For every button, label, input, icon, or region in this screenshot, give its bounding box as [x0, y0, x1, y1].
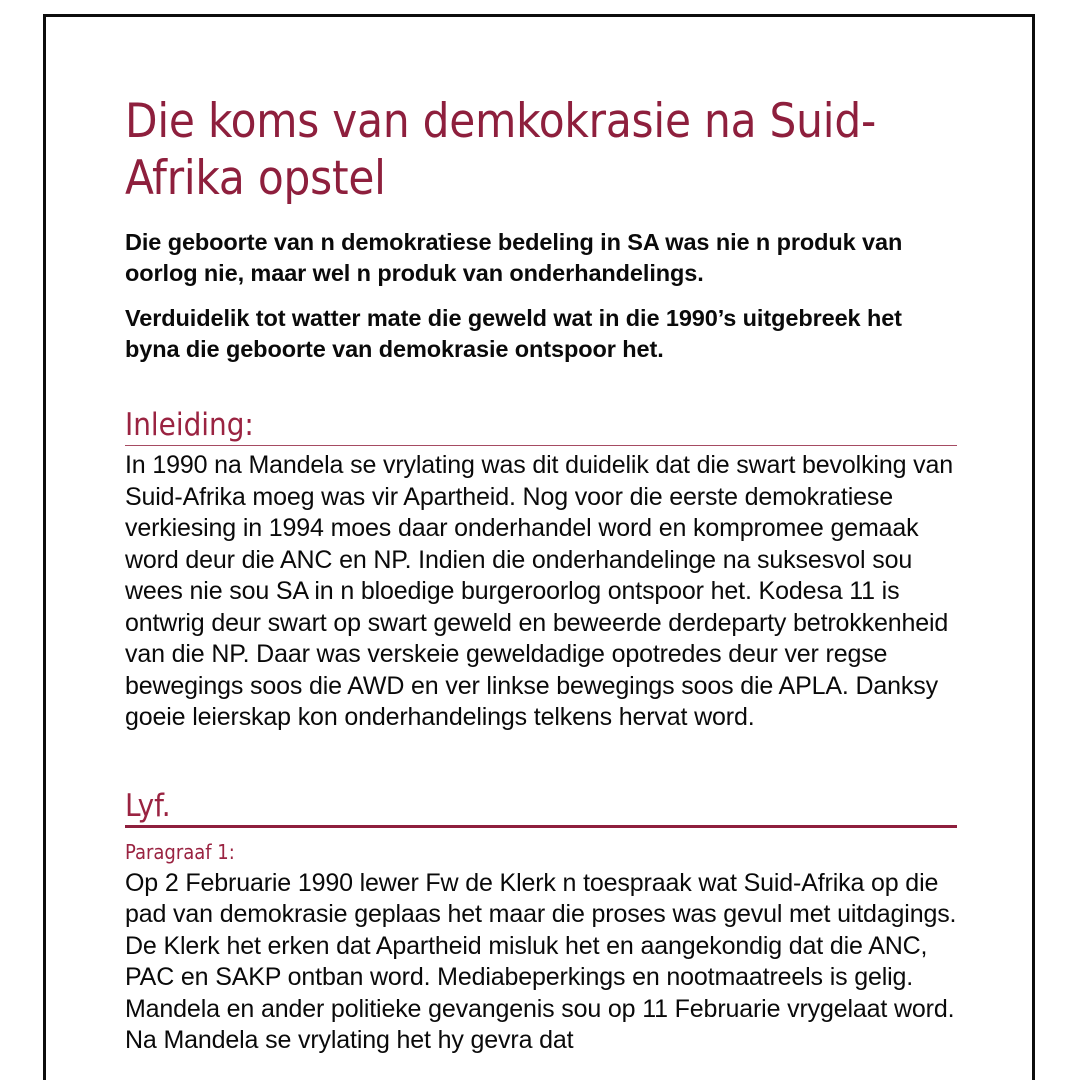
document-body — [125, 93, 957, 1057]
subheading-paragraaf-1: Paragraaf 1: — [125, 839, 235, 864]
lead-paragraph-block — [125, 227, 957, 365]
document-title: Die koms van demkokrasie na Suid-Afrika opstel — [125, 94, 877, 206]
lead-paragraph: Die geboorte van n demokratiese bedeling in SA was nie n produk van oorlog nie, maar wel n produk van onderhandelings. — [125, 229, 903, 286]
section-heading-inleiding: Inleiding: — [125, 407, 957, 446]
section-heading-lyf: Lyf. — [125, 788, 957, 828]
section-body-inleiding: In 1990 na Mandela se vrylating was dit duidelik dat die swart bevolking van Suid-Afrika moeg was vir Apartheid. Nog voor die eerste demokratiese verkiesing in 1994 moes daar onderhandel word en kompromee gemaak word deur die ANC en NP. Indien die onderhandelinge na suksesvol sou wees nie sou SA in n bloedige burgeroorlog ontspoor het. Kodesa 11 is ontwrig deur swart op swart geweld en beweerde derdeparty betrokkenheid van die NP. Daar was verskeie geweldadige opotredes deur ver regse bewegings soos die AWD en ver linkse bewegings soos die APLA. Danksy goeie leierskap kon onderhandelings telkens hervat word. — [125, 451, 953, 731]
page-frame — [43, 14, 1035, 1080]
section-body-lyf: Op 2 Februarie 1990 lewer Fw de Klerk n toespraak wat Suid-Afrika op die pad van demokrasie geplaas het maar die proses was gevul met uitdagings. De Klerk het erken dat Apartheid misluk het en aangekondig dat die ANC, PAC en SAKP ontban word. Mediabeperkings en nootmaatreels is gelig. Mandela en ander politieke gevangenis sou op 11 Februarie vrygelaat word. Na Mandela se vrylating het hy gevra dat — [125, 868, 957, 1054]
lead-paragraph: Verduidelik tot watter mate die geweld wat in die 1990’s uitgebreek het byna die geboorte van demokrasie ontspoor het. — [125, 305, 902, 362]
